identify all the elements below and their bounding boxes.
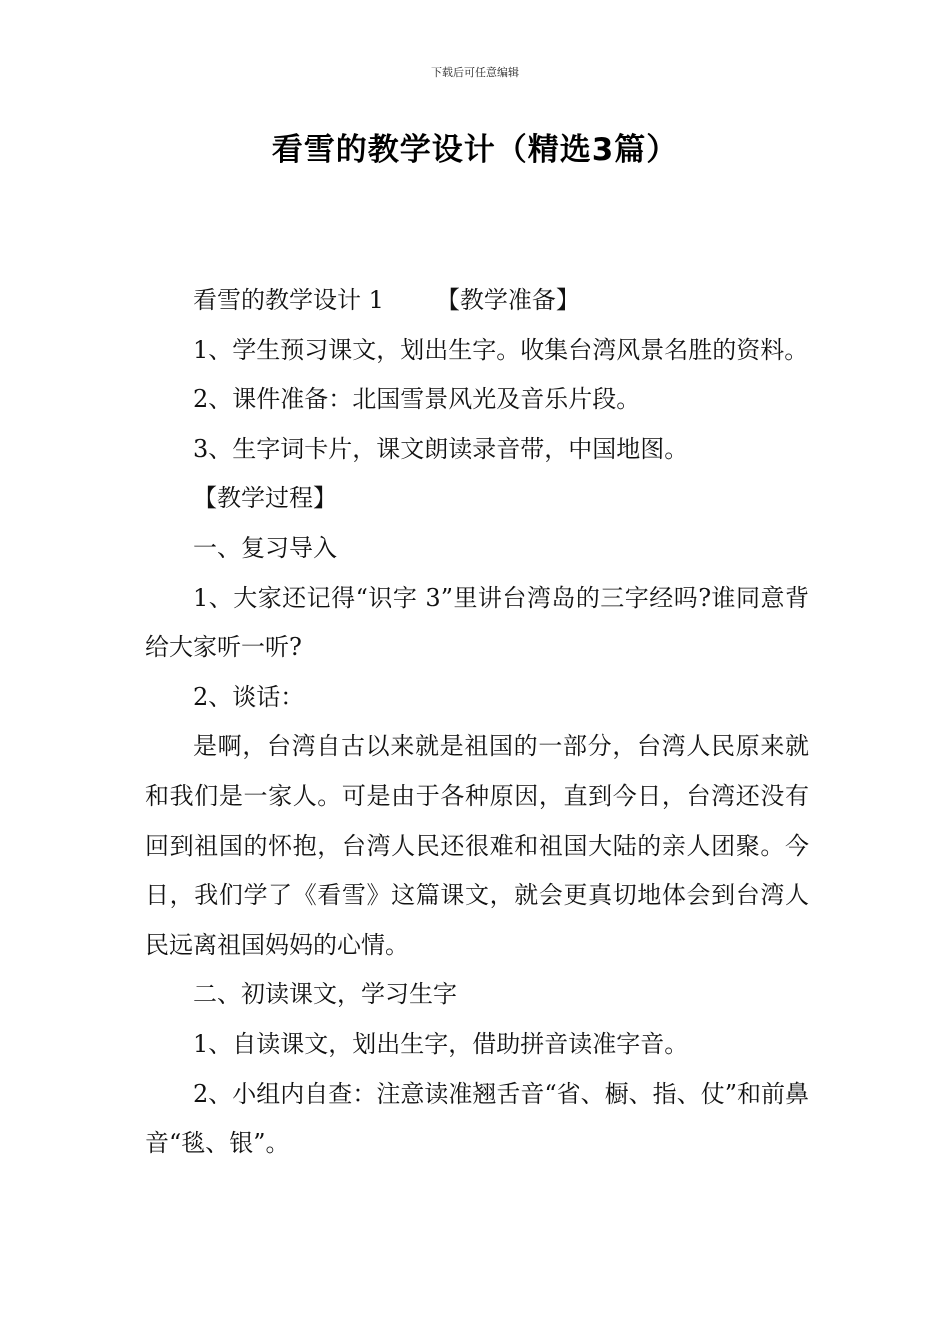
paragraph-reading-2: 2、小组内自查：注意读准翘舌音“省、橱、指、仗”和前鼻音“毯、银”。 xyxy=(145,1079,809,1158)
document-title: 看雪的教学设计（精选3篇） xyxy=(271,132,679,168)
section-heading-line xyxy=(145,276,809,326)
paragraph-reading-1: 1、自读课文，划出生字，借助拼音读准字音。 xyxy=(193,1029,689,1058)
paragraph-prep-2: 2、课件准备：北国雪景风光及音乐片段。 xyxy=(193,385,641,414)
process-heading: 【教学过程】 xyxy=(193,484,337,513)
paragraph-review-1: 1、大家还记得“识字 3”里讲台湾岛的三字经吗?谁同意背给大家听一听? xyxy=(145,583,809,662)
paragraph-prep-1: 1、学生预习课文，划出生字。收集台湾风景名胜的资料。 xyxy=(193,335,809,364)
paragraph-review-2: 2、谈话： xyxy=(193,682,305,711)
header-note: 下载后可任意编辑 xyxy=(431,66,519,79)
section-heading: 看雪的教学设计 1 xyxy=(193,286,384,314)
prep-label: 【教学准备】 xyxy=(435,286,580,314)
paragraph-talk: 是啊，台湾自古以来就是祖国的一部分，台湾人民原来就和我们是一家人。可是由于各种原因，直到今日，台湾还没有回到祖国的怀抱，台湾人民还很难和祖国大陆的亲人团聚。今日，我们学了《看雪》这篇课文，就会更真切地体会到台湾人民远离祖国妈妈的心情。 xyxy=(145,732,809,959)
paragraph-prep-3: 3、生字词卡片，课文朗读录音带，中国地图。 xyxy=(193,434,689,463)
subsection-review: 一、复习导入 xyxy=(193,533,337,562)
subsection-first-reading: 二、初读课文，学习生字 xyxy=(193,980,457,1009)
document-body xyxy=(145,276,809,1169)
